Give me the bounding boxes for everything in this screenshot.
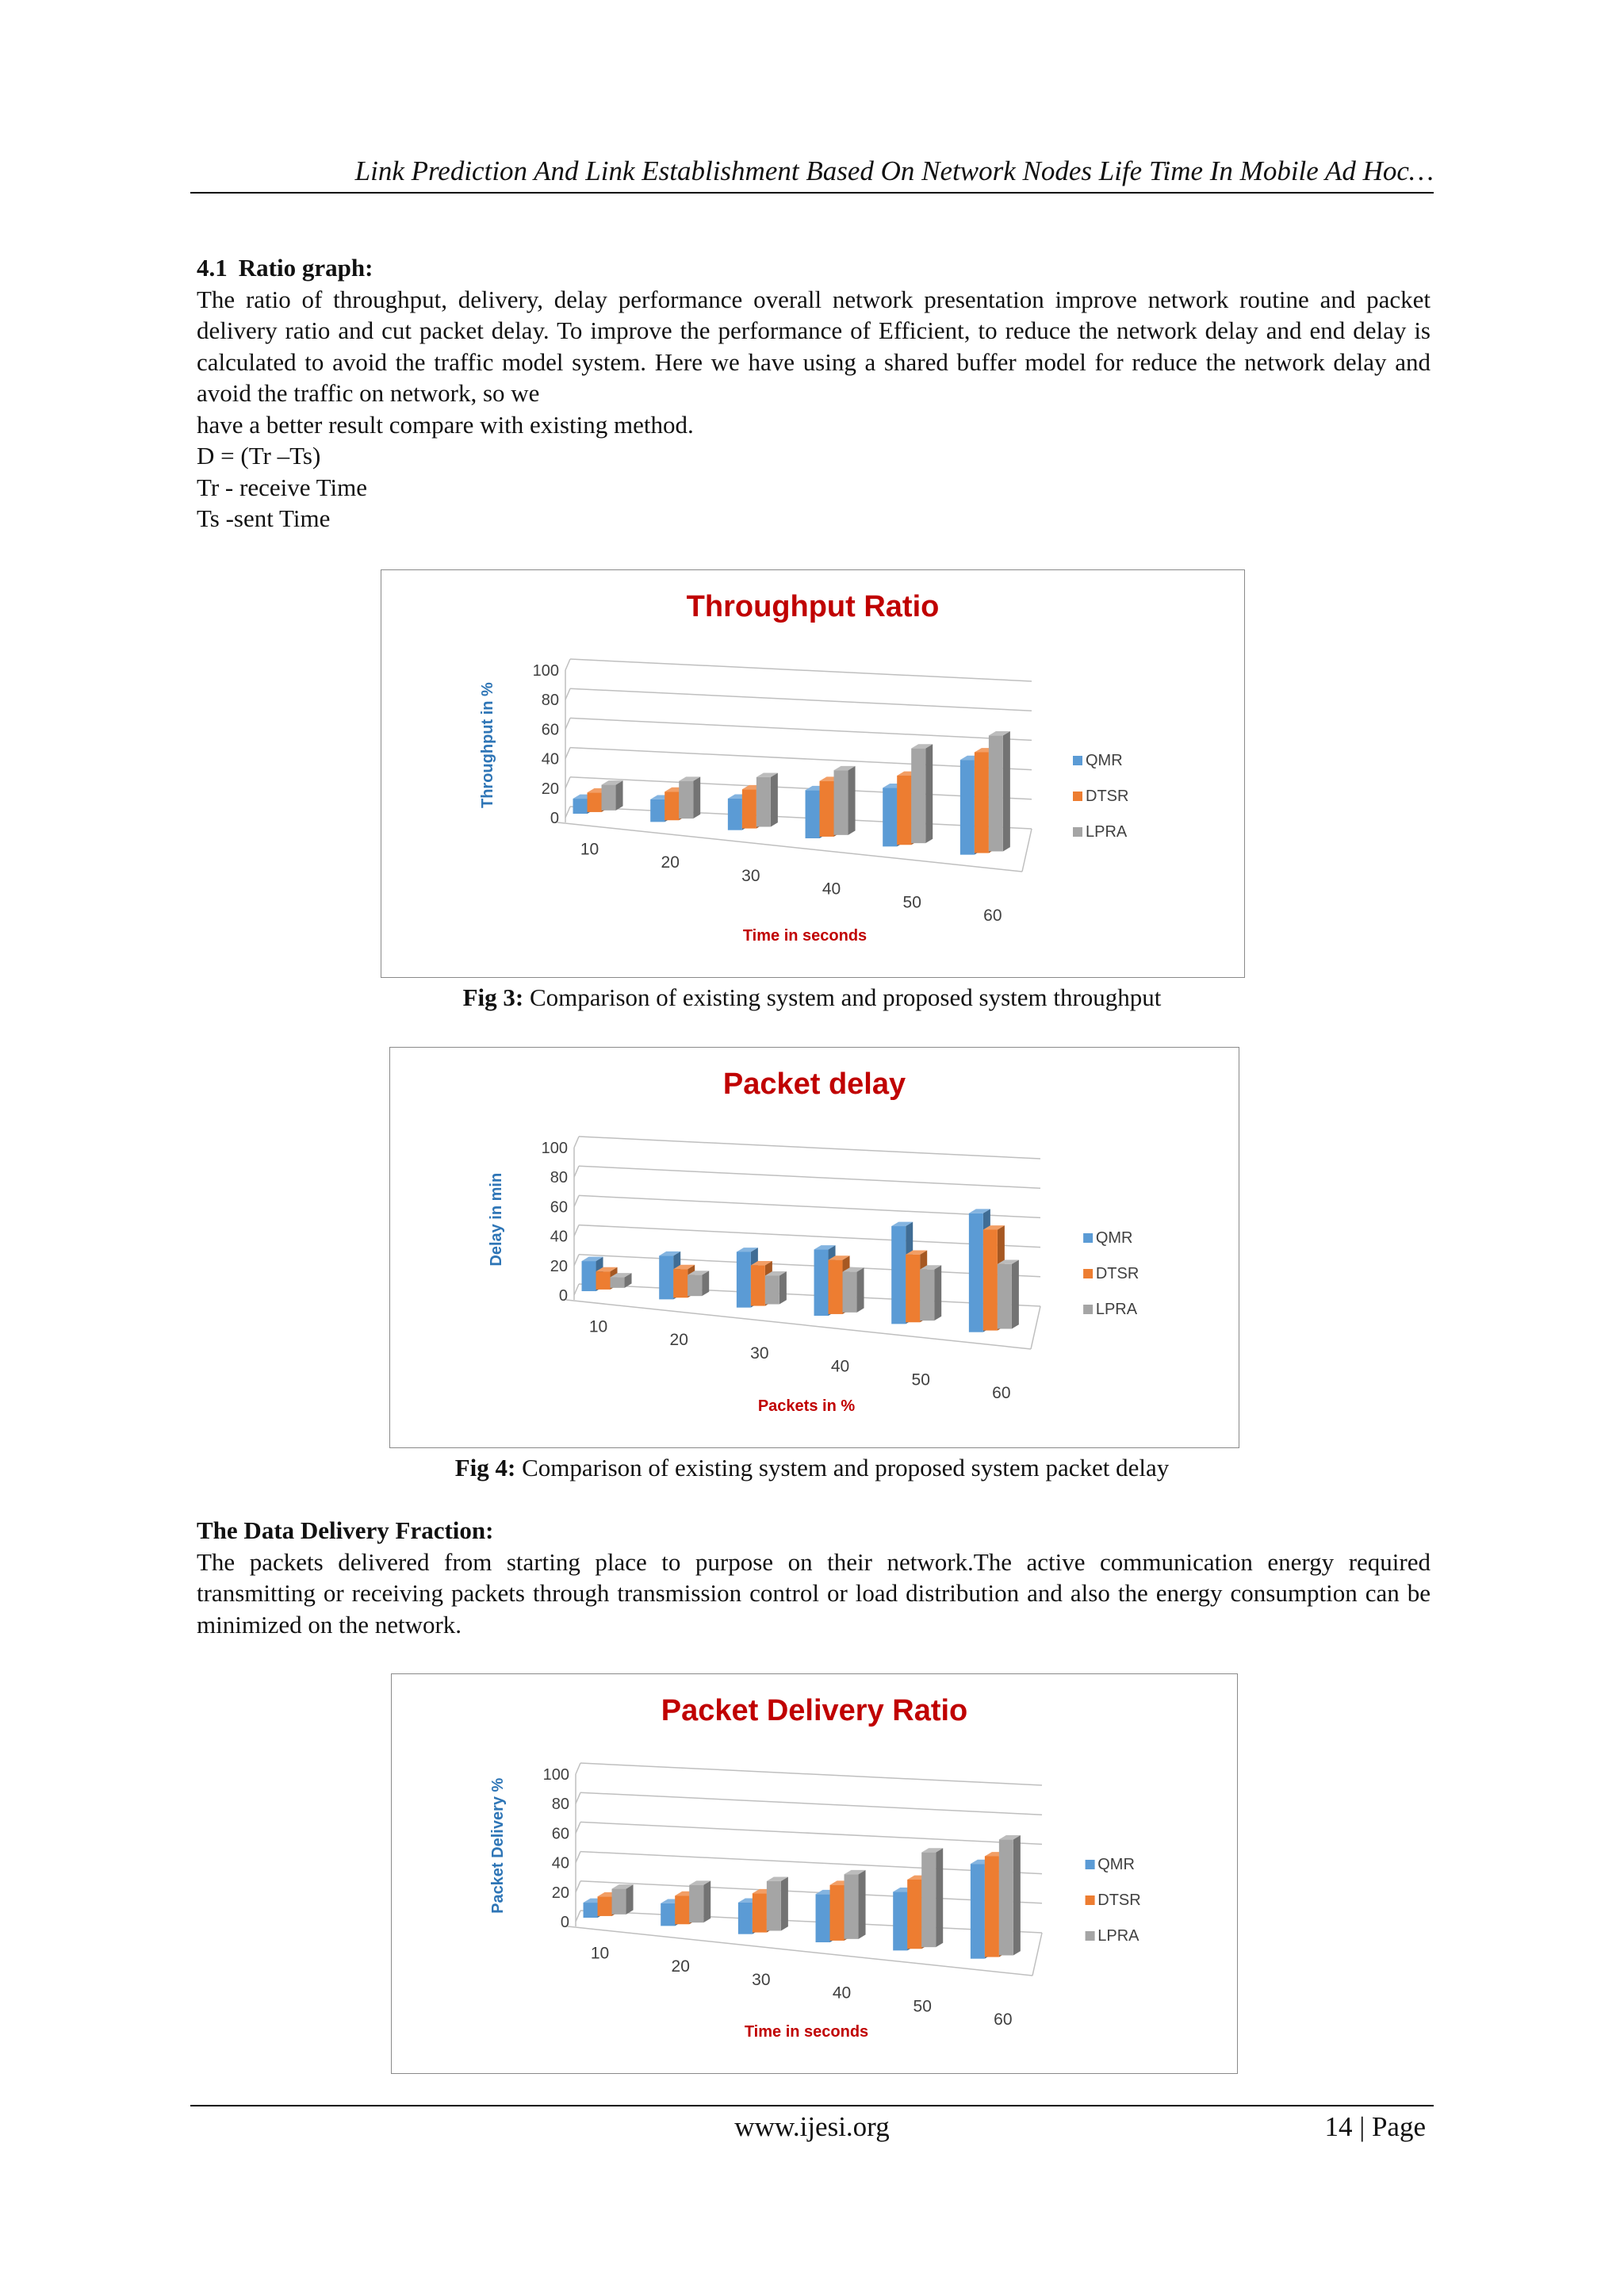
legend-swatch-qmr <box>1086 1860 1095 1869</box>
y-axis-label: Delay in min <box>488 1172 505 1267</box>
x-tick-label: 30 <box>741 866 760 885</box>
bar-side <box>703 1880 710 1922</box>
fig3-text: Comparison of existing system and proposed system throughput <box>523 983 1162 1011</box>
y-axis-label: Packet Delivery % <box>489 1777 507 1914</box>
bar-dtsr-10 <box>588 792 602 812</box>
gridline-side <box>565 807 570 818</box>
gridline-side <box>565 748 570 759</box>
bar-side <box>693 776 700 818</box>
section-heading <box>197 252 1431 284</box>
bar-lpra-40 <box>845 1874 859 1939</box>
gridline-side <box>574 1137 579 1148</box>
legend-label-qmr: QMR <box>1095 1229 1133 1247</box>
fig4-text: Comparison of existing system and proposed system packet delay <box>515 1454 1170 1481</box>
y-tick-label: 0 <box>560 1914 569 1931</box>
footer-website: www.ijesi.org <box>734 2111 890 2142</box>
bar-dtsr-40 <box>820 781 834 837</box>
gridline-side <box>574 1166 579 1177</box>
footer-page-number: 14 | Page <box>1324 2111 1426 2142</box>
gridline-side <box>574 1195 579 1206</box>
bar-dtsr-40 <box>829 1260 843 1314</box>
bar-lpra-20 <box>679 781 693 818</box>
gridline <box>580 1792 1042 1815</box>
definition-tr: Tr - receive Time <box>197 473 367 501</box>
legend-label-qmr: QMR <box>1086 752 1123 769</box>
bar-side <box>781 1876 788 1930</box>
bar-dtsr-20 <box>665 792 679 820</box>
bar-side <box>1012 1260 1019 1329</box>
bar-dtsr-30 <box>751 1265 765 1305</box>
legend-label-lpra: LPRA <box>1097 1927 1139 1945</box>
bar-qmr-50 <box>883 788 897 846</box>
gridline <box>570 718 1032 740</box>
section-title: Ratio graph: <box>238 254 373 282</box>
gridline-side <box>565 718 570 729</box>
x-tick-label: 40 <box>830 1357 850 1376</box>
fig3-caption <box>190 982 1434 1014</box>
throughput-chart <box>381 569 1245 978</box>
y-tick-label: 40 <box>541 750 559 769</box>
x-tick-label: 30 <box>750 1343 769 1363</box>
bar-side <box>936 1848 943 1947</box>
chart-title: Throughput Ratio <box>686 590 940 623</box>
y-tick-label: 20 <box>551 1884 569 1902</box>
x-tick-label: 50 <box>911 1370 930 1389</box>
legend-swatch-lpra <box>1073 827 1082 837</box>
chart-title: Packet delay <box>722 1068 906 1101</box>
bar-qmr-30 <box>728 799 742 830</box>
bar-lpra-10 <box>602 785 616 811</box>
bar-side <box>779 1271 787 1304</box>
gridline <box>580 1822 1042 1844</box>
bar-qmr-40 <box>814 1250 829 1316</box>
y-tick-label: 0 <box>550 810 559 827</box>
definition-ts: Ts -sent Time <box>197 504 331 532</box>
bar-qmr-10 <box>582 1261 596 1291</box>
legend-swatch-dtsr <box>1083 1269 1093 1278</box>
x-tick-label: 20 <box>661 853 680 872</box>
legend-swatch-qmr <box>1083 1233 1093 1243</box>
floor-front-edge <box>557 822 1022 872</box>
x-tick-label: 50 <box>913 1997 932 2016</box>
x-tick-label: 20 <box>671 1957 690 1976</box>
legend-label-lpra: LPRA <box>1095 1301 1138 1318</box>
y-tick-label: 20 <box>541 780 559 798</box>
bar-qmr-60 <box>960 760 975 855</box>
x-tick-label: 10 <box>580 840 599 859</box>
packet-delay-chart-svg <box>390 1048 1239 1447</box>
y-tick-label: 100 <box>542 1766 569 1784</box>
bar-dtsr-60 <box>975 752 989 853</box>
header-rule <box>190 192 1434 194</box>
bar-qmr-60 <box>969 1213 983 1332</box>
bar-lpra-40 <box>834 770 848 835</box>
bar-lpra-60 <box>989 735 1003 851</box>
bar-dtsr-50 <box>906 1255 920 1322</box>
section-number: 4.1 <box>197 254 228 282</box>
gridline-side <box>565 659 570 670</box>
packet-delivery-chart <box>391 1673 1238 2074</box>
x-axis-label: Packets in % <box>757 1397 856 1415</box>
bar-lpra-50 <box>921 1853 936 1948</box>
bar-dtsr-30 <box>753 1893 767 1932</box>
y-tick-label: 80 <box>551 1796 569 1814</box>
y-tick-label: 20 <box>550 1257 568 1275</box>
floor-right-edge <box>1022 829 1032 872</box>
delay-formula: D = (Tr –Ts) <box>197 442 321 470</box>
y-tick-label: 0 <box>558 1287 568 1305</box>
gridline <box>580 1763 1042 1785</box>
legend-label-dtsr: DTSR <box>1097 1892 1141 1909</box>
bar-qmr-50 <box>893 1892 907 1950</box>
bar-qmr-30 <box>737 1251 751 1307</box>
bar-dtsr-10 <box>598 1896 612 1916</box>
bar-dtsr-40 <box>830 1885 845 1941</box>
section-paragraph: The ratio of throughput, delivery, delay performance overall network presentation improve network routine and packet delivery ratio and cut packet delay. To improve the performance of Efficient, to reduce the network delay and end delay is calculated to avoid the traffic model system. Here we have using a shared buffer model for reduce the network delay and avoid the traffic on network, so we <box>197 285 1431 407</box>
bar-qmr-20 <box>659 1255 673 1299</box>
gridline-side <box>576 1852 580 1863</box>
packet-delay-chart <box>389 1047 1239 1448</box>
fig4-caption <box>190 1452 1434 1484</box>
section-paragraph-continued: have a better result compare with existing method. <box>197 410 694 439</box>
bar-side <box>1003 731 1010 851</box>
bar-lpra-10 <box>611 1278 625 1288</box>
floor-right-edge <box>1032 1933 1042 1976</box>
gridline-side <box>574 1255 579 1266</box>
legend-swatch-lpra <box>1083 1305 1093 1314</box>
bar-lpra-20 <box>689 1885 703 1922</box>
legend-label-dtsr: DTSR <box>1086 788 1129 805</box>
y-tick-label: 80 <box>550 1169 568 1187</box>
fig3-label: Fig 3: <box>462 983 524 1011</box>
floor-right-edge <box>1031 1306 1040 1349</box>
delivery-heading: The Data Delivery Fraction: <box>197 1516 494 1544</box>
gridline <box>579 1166 1040 1188</box>
bar-lpra-50 <box>911 749 925 844</box>
bar-lpra-40 <box>843 1272 857 1313</box>
bar-side <box>702 1271 709 1296</box>
bar-qmr-10 <box>584 1903 598 1918</box>
bar-dtsr-30 <box>742 789 756 828</box>
bar-qmr-30 <box>738 1903 753 1934</box>
y-tick-label: 40 <box>551 1854 569 1872</box>
gridline-side <box>574 1284 579 1295</box>
legend-label-lpra: LPRA <box>1086 823 1128 841</box>
y-tick-label: 100 <box>541 1140 568 1157</box>
bar-qmr-50 <box>891 1226 906 1324</box>
bar-side <box>934 1265 941 1320</box>
chart-title: Packet Delivery Ratio <box>661 1694 968 1727</box>
x-axis-label: Time in seconds <box>744 2023 869 2041</box>
x-tick-label: 40 <box>822 880 841 899</box>
fig4-label: Fig 4: <box>454 1454 516 1481</box>
y-tick-label: 100 <box>532 662 559 680</box>
x-tick-label: 50 <box>902 893 921 912</box>
legend-label-qmr: QMR <box>1097 1856 1135 1873</box>
running-head: Link Prediction And Link Establishment Based On Network Nodes Life Time In Mobile Ad Hoc… <box>354 155 1434 186</box>
gridline-side <box>576 1792 580 1803</box>
bar-side <box>848 766 856 835</box>
gridline-side <box>576 1822 580 1833</box>
x-tick-label: 10 <box>588 1317 608 1336</box>
bar-qmr-40 <box>816 1894 830 1942</box>
bar-dtsr-20 <box>673 1269 688 1297</box>
throughput-chart-svg <box>381 570 1244 977</box>
x-tick-label: 30 <box>752 1970 771 1989</box>
bar-lpra-20 <box>688 1275 702 1297</box>
bar-dtsr-60 <box>983 1229 998 1330</box>
gridline <box>579 1137 1040 1159</box>
legend-swatch-dtsr <box>1073 792 1082 801</box>
packet-delivery-chart-svg <box>392 1674 1237 2073</box>
x-tick-label: 60 <box>994 2010 1013 2030</box>
bar-dtsr-10 <box>596 1271 611 1290</box>
bar-qmr-20 <box>650 799 665 822</box>
y-tick-label: 60 <box>551 1825 569 1843</box>
section-data-delivery <box>197 1515 1431 1640</box>
bar-lpra-30 <box>765 1275 779 1304</box>
gridline-side <box>565 688 570 700</box>
gridline <box>570 659 1032 681</box>
y-tick-label: 60 <box>550 1198 568 1217</box>
legend-swatch-lpra <box>1086 1931 1095 1941</box>
y-tick-label: 80 <box>541 692 559 710</box>
x-tick-label: 60 <box>992 1384 1011 1403</box>
bar-lpra-60 <box>998 1264 1012 1329</box>
bar-dtsr-60 <box>985 1856 999 1957</box>
legend-swatch-qmr <box>1073 756 1082 765</box>
bar-side <box>616 780 623 811</box>
x-tick-label: 40 <box>832 1984 852 2003</box>
bar-lpra-10 <box>612 1889 626 1915</box>
bar-side <box>857 1267 864 1313</box>
bar-side <box>626 1884 634 1915</box>
bar-side <box>925 744 933 843</box>
section-ratio-graph <box>197 252 1431 535</box>
gridline-side <box>576 1763 580 1774</box>
legend-swatch-dtsr <box>1086 1895 1095 1905</box>
gridline-side <box>565 777 570 788</box>
x-tick-label: 60 <box>983 907 1002 926</box>
bar-lpra-50 <box>920 1270 934 1321</box>
floor-front-edge <box>566 1300 1031 1349</box>
gridline-side <box>574 1225 579 1236</box>
gridline-side <box>576 1911 580 1922</box>
bar-side <box>1013 1835 1021 1955</box>
delivery-paragraph: The packets delivered from starting place to purpose on their network.The active communication energy required transmitting or receiving packets through transmission control or load distribution and also the energy consumption can be minimized on the network. <box>197 1547 1431 1639</box>
floor-front-edge <box>568 1926 1032 1976</box>
y-tick-label: 60 <box>541 721 559 739</box>
x-tick-label: 20 <box>669 1331 688 1350</box>
x-tick-label: 10 <box>590 1944 610 1963</box>
bar-side <box>771 772 778 826</box>
bar-qmr-20 <box>661 1903 675 1926</box>
bar-lpra-60 <box>999 1839 1013 1955</box>
bar-lpra-30 <box>756 777 771 827</box>
bar-dtsr-20 <box>675 1895 689 1924</box>
bar-qmr-60 <box>971 1864 985 1959</box>
x-axis-label: Time in seconds <box>742 927 868 945</box>
legend-label-dtsr: DTSR <box>1095 1265 1139 1282</box>
gridline-side <box>576 1881 580 1892</box>
gridline <box>570 688 1032 711</box>
bar-qmr-40 <box>806 790 820 838</box>
bar-qmr-10 <box>573 799 588 814</box>
bar-side <box>859 1870 866 1939</box>
bar-dtsr-50 <box>897 776 911 845</box>
footer-rule <box>190 2105 1434 2106</box>
bar-lpra-30 <box>767 1881 781 1931</box>
y-axis-label: Throughput in % <box>479 682 496 809</box>
y-tick-label: 40 <box>550 1228 568 1246</box>
bar-dtsr-50 <box>907 1880 921 1949</box>
